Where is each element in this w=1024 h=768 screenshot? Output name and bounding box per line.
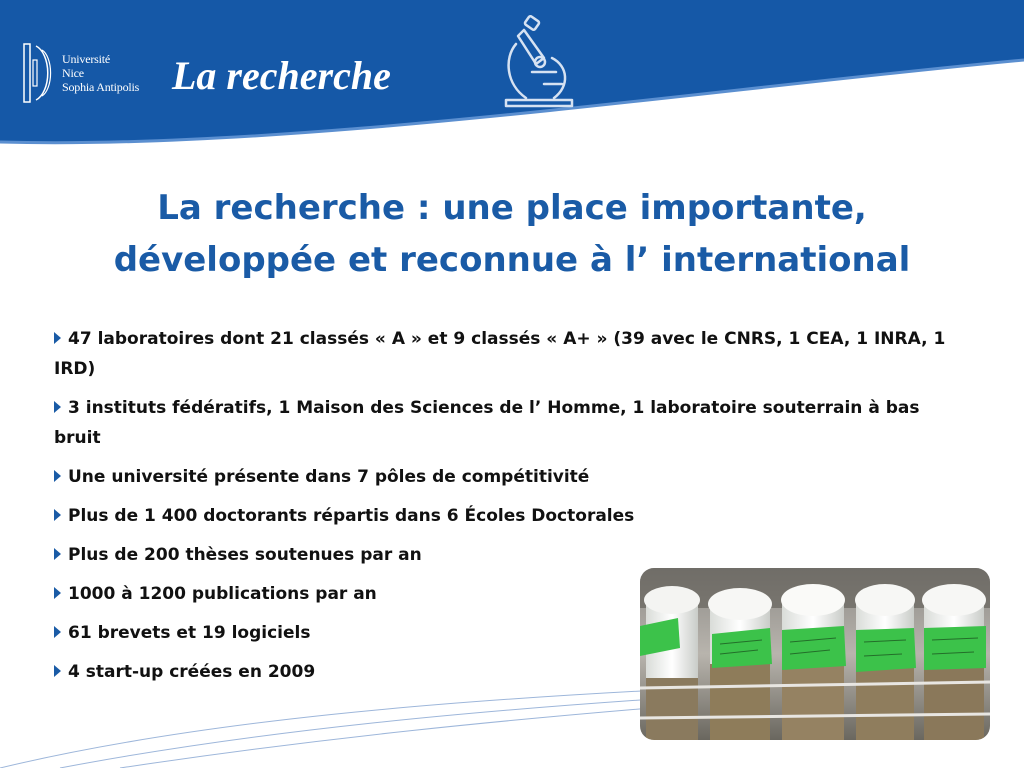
slide-title-line-1: La recherche : une place importante, <box>157 188 867 228</box>
microscope-icon <box>496 14 580 112</box>
arrow-bullet-icon <box>54 587 61 599</box>
bullet-item <box>54 393 964 453</box>
bullet-text: 61 brevets et 19 logiciels <box>68 623 311 643</box>
logo-line-1: Université <box>62 52 110 66</box>
bullet-text: Une université présente dans 7 pôles de compétitivité <box>68 467 590 487</box>
bullet-item <box>54 540 964 570</box>
arrow-bullet-icon <box>54 626 61 638</box>
bullet-text: 3 instituts fédératifs, 1 Maison des Sciences de l’ Homme, 1 laboratoire souterrain à bas bruit <box>54 398 920 448</box>
arrow-bullet-icon <box>54 470 61 482</box>
bullet-item <box>54 501 964 531</box>
test-tubes-photo <box>640 568 990 740</box>
logo-emblem-icon <box>22 40 62 106</box>
arrow-bullet-icon <box>54 509 61 521</box>
slide-title-line-2: développée et reconnue à l’ international <box>113 240 911 280</box>
university-logo <box>22 40 140 106</box>
arrow-bullet-icon <box>54 548 61 560</box>
bullet-item <box>54 324 964 384</box>
arrow-bullet-icon <box>54 332 61 344</box>
bullet-text: Plus de 200 thèses soutenues par an <box>68 545 422 565</box>
arrow-bullet-icon <box>54 401 61 413</box>
bullet-text: 1000 à 1200 publications par an <box>68 584 377 604</box>
slide-title <box>40 182 984 286</box>
bullet-text: 4 start-up créées en 2009 <box>68 662 316 682</box>
bullet-item <box>54 462 964 492</box>
bullet-text: Plus de 1 400 doctorants répartis dans 6 Écoles Doctorales <box>68 506 635 526</box>
bullet-text: 47 laboratoires dont 21 classés « A » et 9 classés « A+ » (39 avec le CNRS, 1 CEA, 1 INRA, 1 IRD) <box>54 329 946 379</box>
logo-line-2: Nice <box>62 66 84 80</box>
logo-line-3: Sophia Antipolis <box>62 80 140 94</box>
header-title: La recherche <box>172 53 391 98</box>
